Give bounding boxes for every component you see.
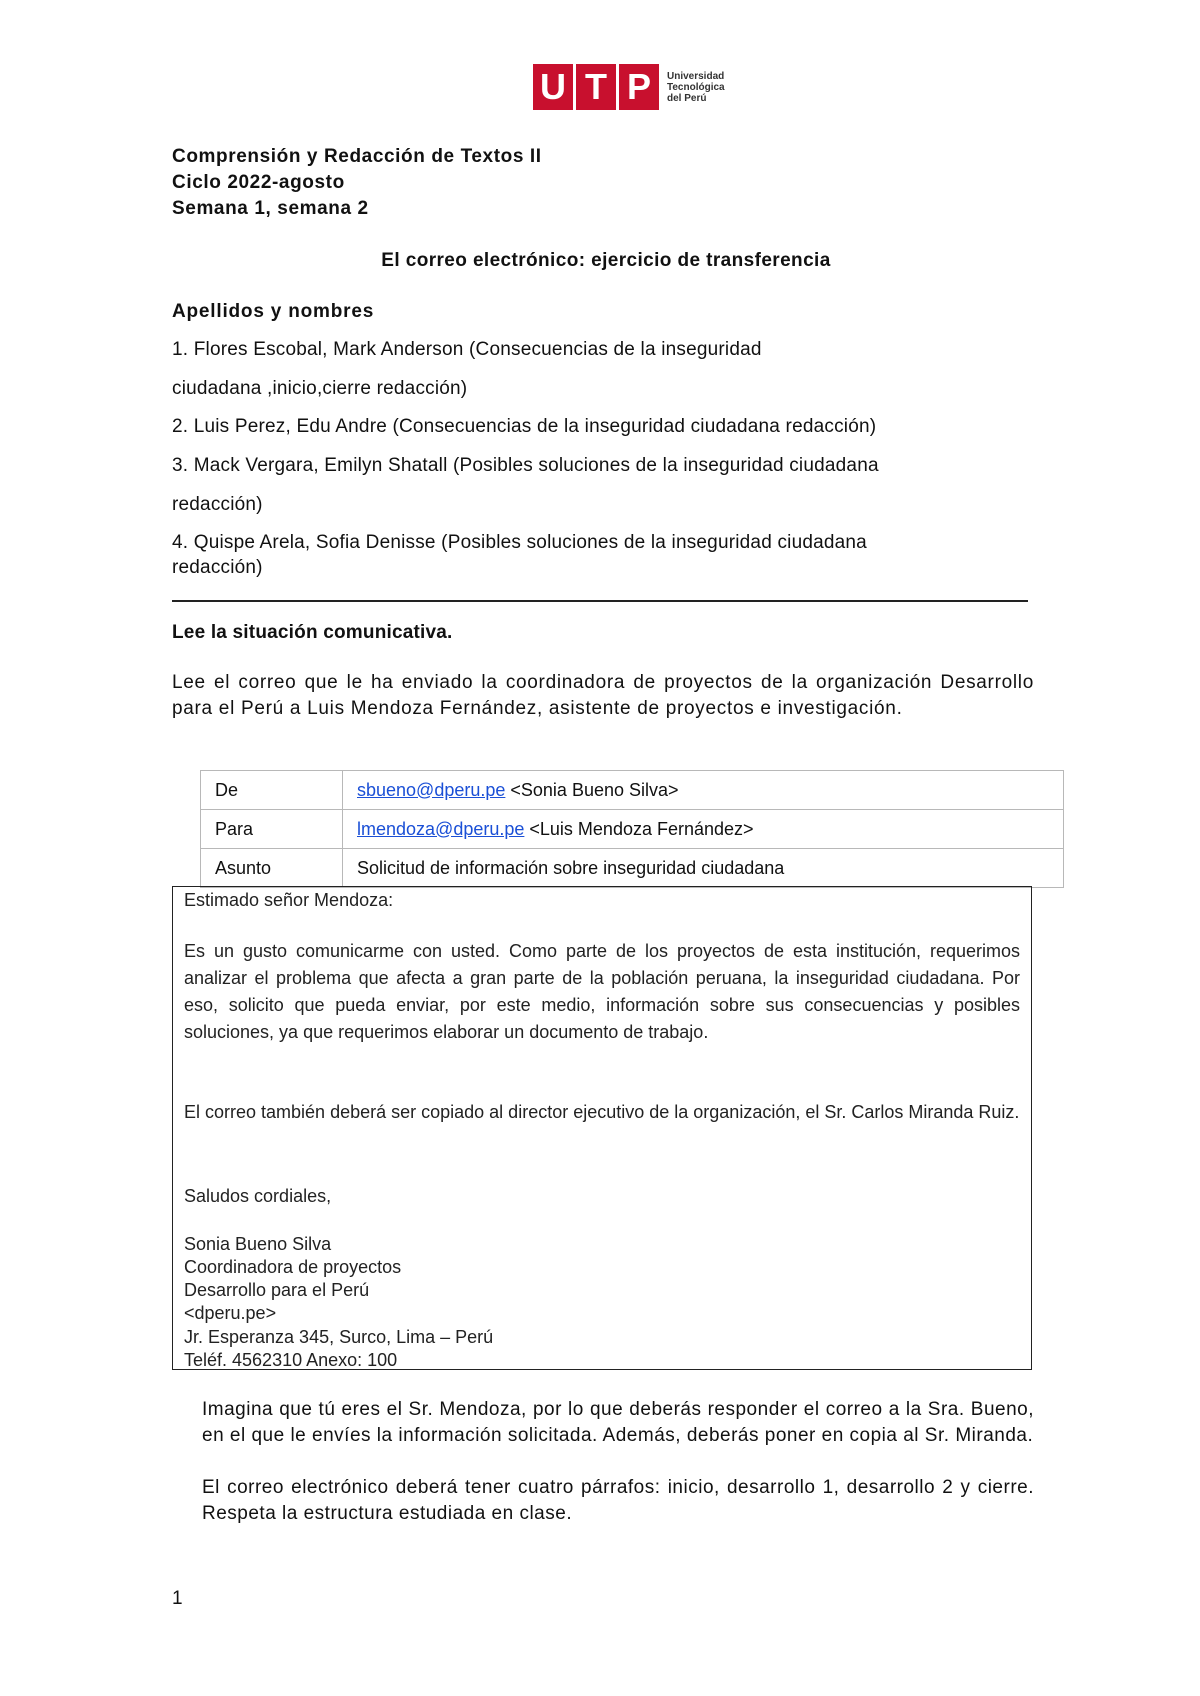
logo-letter-t: T xyxy=(585,66,607,107)
from-value xyxy=(343,771,1064,810)
logo-mark xyxy=(533,64,659,110)
course-weeks: Semana 1, semana 2 xyxy=(172,198,369,219)
signature-line: Coordinadora de proyectos xyxy=(184,1257,402,1277)
name-line: 3. Mack Vergara, Emilyn Shatall (Posibles soluciones de la inseguridad ciudadana xyxy=(172,455,879,476)
situation-heading: Lee la situación comunicativa. xyxy=(172,622,453,643)
logo-letter-u: U xyxy=(540,66,566,107)
to-name: <Luis Mendoza Fernández> xyxy=(524,818,754,839)
signature-name: Sonia Bueno Silva xyxy=(184,1234,332,1254)
logo-letter-p: P xyxy=(626,66,651,107)
name-line: redacción) xyxy=(172,494,263,515)
email-closing: Saludos cordiales, xyxy=(184,1186,332,1206)
signature-line: <dperu.pe> xyxy=(184,1303,277,1323)
course-name: Comprensión y Redacción de Textos II xyxy=(172,146,542,167)
instruction-paragraph: Imagina que tú eres el Sr. Mendoza, por lo que deberás responder el correo a la Sra. Bueno, en el que le envíes la información solicitada. Además, deberás poner en copia al Sr. Miranda. xyxy=(202,1399,1034,1446)
to-email-link[interactable]: lmendoza@dperu.pe xyxy=(357,818,525,839)
name-line: redacción) xyxy=(172,557,263,578)
signature-line: Desarrollo para el Perú xyxy=(184,1280,370,1300)
logo-line: Tecnológica xyxy=(667,81,725,93)
name-line: ciudadana ,inicio,cierre redacción) xyxy=(172,378,468,399)
instruction-paragraph: El correo electrónico deberá tener cuatro párrafos: inicio, desarrollo 1, desarrollo 2 y cierre. Respeta la estructura estudiada en clase. xyxy=(202,1477,1034,1524)
from-email-link[interactable]: sbueno@dperu.pe xyxy=(357,779,506,800)
logo-line: Universidad xyxy=(667,70,725,82)
divider xyxy=(172,600,1028,602)
email-header-table xyxy=(200,770,1064,888)
name-line: 1. Flores Escobal, Mark Anderson (Consecuencias de la inseguridad xyxy=(172,339,762,360)
email-paragraph: El correo también deberá ser copiado al director ejecutivo de la organización, el Sr. Carlos Miranda Ruiz. xyxy=(184,1102,1020,1122)
from-name: <Sonia Bueno Silva> xyxy=(505,779,679,800)
signature-line: Jr. Esperanza 345, Surco, Lima – Perú xyxy=(184,1327,494,1347)
email-greeting: Estimado señor Mendoza: xyxy=(184,890,394,910)
utp-logo xyxy=(533,64,725,110)
name-line: 4. Quispe Arela, Sofia Denisse (Posibles soluciones de la inseguridad ciudadana xyxy=(172,532,867,553)
names-heading: Apellidos y nombres xyxy=(172,301,375,322)
to-value xyxy=(343,810,1064,849)
name-line: 2. Luis Perez, Edu Andre (Consecuencias de la inseguridad ciudadana redacción) xyxy=(172,416,877,437)
page-number: 1 xyxy=(172,1588,183,1609)
logo-line: del Perú xyxy=(667,92,707,104)
logo-wordmark xyxy=(667,71,725,104)
email-paragraph: Es un gusto comunicarme con usted. Como parte de los proyectos de esta institución, requerimos analizar el problema que afecta a gran parte de la población peruana, la inseguridad ciudadana. Por eso, solicito que pueda enviar, por este medio, información sobre sus consecuencias y posibles soluciones, ya que requerimos elaborar un documento de trabajo. xyxy=(184,941,1020,1042)
table-row xyxy=(201,810,1064,849)
subject-label: Asunto xyxy=(201,849,343,888)
course-cycle: Ciclo 2022-agosto xyxy=(172,172,345,193)
page-title: El correo electrónico: ejercicio de transferencia xyxy=(381,250,831,271)
table-row xyxy=(201,771,1064,810)
table-row xyxy=(201,849,1064,888)
subject-value: Solicitud de información sobre inseguridad ciudadana xyxy=(343,849,1064,888)
to-label: Para xyxy=(201,810,343,849)
signature-line: Teléf. 4562310 Anexo: 100 xyxy=(184,1350,398,1370)
intro-paragraph: Lee el correo que le ha enviado la coordinadora de proyectos de la organización Desarrollo para el Perú a Luis Mendoza Fernández, asistente de proyectos e investigación. xyxy=(172,672,1034,719)
from-label: De xyxy=(201,771,343,810)
